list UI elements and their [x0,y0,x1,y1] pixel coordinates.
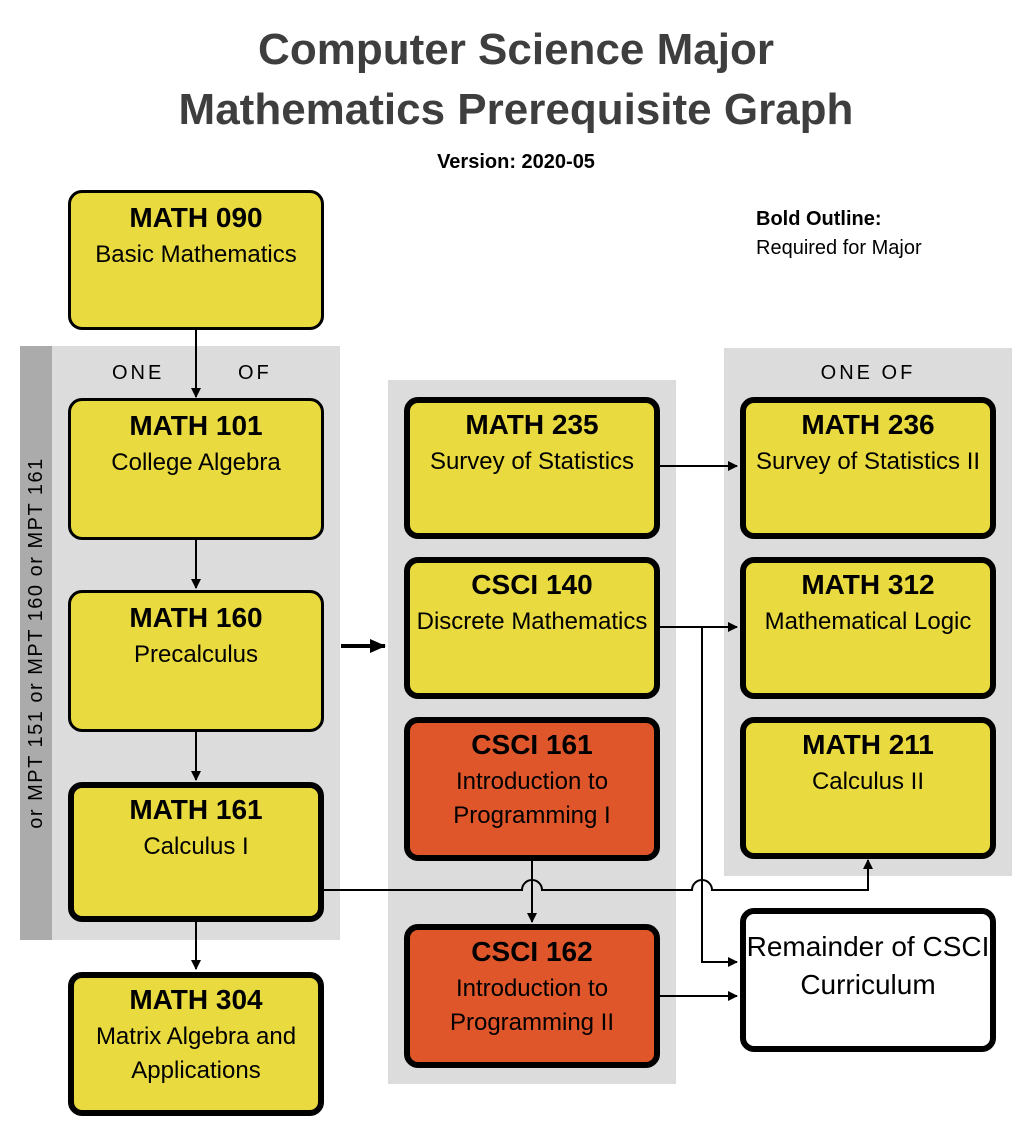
course-code: MATH 161 [129,794,263,825]
mpt-alternatives-label: or MPT 151 or MPT 160 or MPT 161 [25,457,47,829]
legend-text: Required for Major [756,237,922,259]
course-code: CSCI 162 [471,936,593,967]
one-of-label-right: ONE OF [820,362,916,384]
remainder-text: Remainder of CSCI Curriculum [746,931,990,1000]
course-name: Introduction to Programming II [449,975,615,1036]
diagram-title-line-2: Mathematics Prerequisite Graph [178,85,854,134]
course-math090 [68,190,324,330]
course-math235 [404,397,660,539]
arrow-math161-math211 [323,860,868,890]
course-csci162 [404,924,660,1068]
version-label: Version: 2020-05 [437,151,595,173]
course-code: MATH 211 [802,729,934,760]
course-name: Calculus I [143,833,249,860]
course-csci140 [404,557,660,699]
course-math101 [68,398,324,540]
course-name: Discrete Mathematics [416,608,648,635]
course-name: Precalculus [133,641,259,668]
remainder-of-csci-curriculum [740,908,996,1052]
course-code: MATH 090 [129,202,263,233]
one-of-label-left-one: ONE [112,362,165,384]
course-csci161 [404,717,660,861]
course-math161 [68,782,324,922]
course-math236 [740,397,996,539]
course-name: Survey of Statistics II [755,448,981,475]
course-math312 [740,557,996,699]
course-code: CSCI 140 [471,569,593,600]
course-name: Mathematical Logic [764,608,972,635]
course-code: MATH 235 [465,409,599,440]
course-math211 [740,717,996,859]
course-code: CSCI 161 [471,729,593,760]
diagram-title-line-1: Computer Science Major [258,25,774,74]
course-code: MATH 236 [801,409,935,440]
course-code: MATH 304 [129,984,263,1015]
course-name: Matrix Algebra and Applications [95,1023,297,1084]
course-name: College Algebra [111,449,281,476]
course-code: MATH 312 [801,569,935,600]
legend-title: Bold Outline: [756,208,882,230]
course-name: Survey of Statistics [429,448,635,475]
course-math160 [68,590,324,732]
course-code: MATH 160 [129,602,263,633]
one-of-label-left-of: OF [238,362,272,384]
course-math304 [68,972,324,1116]
course-name: Calculus II [811,768,925,795]
course-code: MATH 101 [129,410,263,441]
course-name: Basic Mathematics [95,241,297,268]
line-csci140-remainder [702,627,737,962]
course-name: Introduction to Programming I [453,768,611,829]
